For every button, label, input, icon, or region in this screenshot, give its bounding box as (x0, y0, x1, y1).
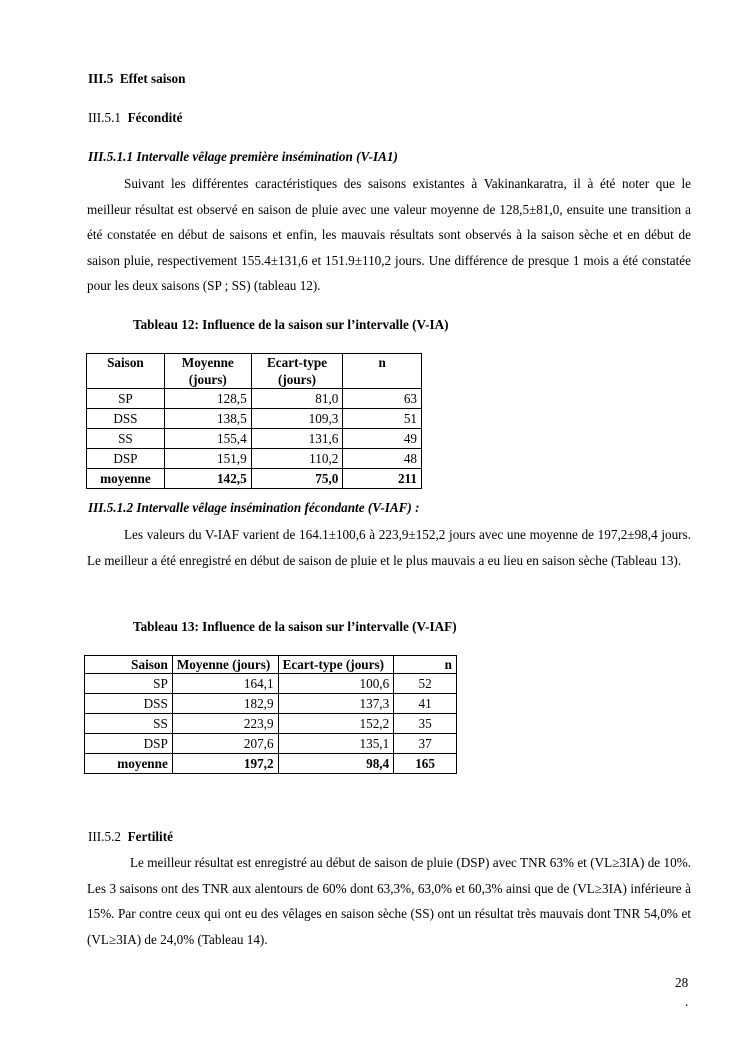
table-cell: 131,6 (251, 429, 343, 449)
table-row (87, 449, 422, 469)
table13-header-cell: Moyenne (jours) (172, 656, 278, 674)
table-cell: SP (87, 389, 165, 409)
table-cell: 52 (394, 674, 457, 694)
table-cell: 35 (394, 714, 457, 734)
table-cell: 155,4 (164, 429, 251, 449)
table-cell: 182,9 (172, 694, 278, 714)
table-cell: 138,5 (164, 409, 251, 429)
table13-header-cell: Ecart-type (jours) (278, 656, 394, 674)
table-cell: 164,1 (172, 674, 278, 694)
table-row (87, 389, 422, 409)
table-cell: 223,9 (172, 714, 278, 734)
subsubsection-heading-via1: III.5.1.1 Intervalle vêlage première insémination (V-IA1) (88, 149, 398, 164)
table-cell: 41 (394, 694, 457, 714)
table12-header-cell: Moyenne (jours) (164, 354, 251, 389)
table-cell: DSS (85, 694, 173, 714)
table-cell: 197,2 (172, 754, 278, 774)
table-cell: 152,2 (278, 714, 394, 734)
table-cell: 142,5 (164, 469, 251, 489)
table-cell: 51 (343, 409, 422, 429)
table-cell: 98,4 (278, 754, 394, 774)
table-cell: 135,1 (278, 734, 394, 754)
table-cell: 165 (394, 754, 457, 774)
table-cell: 128,5 (164, 389, 251, 409)
footer-dot: . (685, 994, 689, 1009)
subsection-heading-fertilite: III.5.2 Fertilité (88, 829, 173, 844)
table-row (87, 429, 422, 449)
table-cell: moyenne (85, 754, 173, 774)
table-cell: 37 (394, 734, 457, 754)
table-cell: SP (85, 674, 173, 694)
table13-header-row (85, 656, 457, 674)
table-cell: SS (87, 429, 165, 449)
table-cell: moyenne (87, 469, 165, 489)
table-cell: DSP (87, 449, 165, 469)
table12-header-cell: Ecart-type (jours) (251, 354, 343, 389)
table-cell: 63 (343, 389, 422, 409)
table-cell: 151,9 (164, 449, 251, 469)
table-cell: DSP (85, 734, 173, 754)
table-cell: DSS (87, 409, 165, 429)
table12 (86, 353, 422, 489)
table12-total-row (87, 469, 422, 489)
paragraph-viaf: Les valeurs du V-IAF varient de 164.1±100,6 à 223,9±152,2 jours avec une moyenne de 197,2±98,4 jours. Le meilleur a été enregistré en début de saison de pluie et le plus mauvais a eu lieu en saison sèche (Tableau 13). (87, 527, 691, 568)
table-cell: 81,0 (251, 389, 343, 409)
table13-header-cell: n (394, 656, 457, 674)
table13 (84, 655, 457, 774)
table-row (85, 734, 457, 754)
table13-header-cell: Saison (85, 656, 173, 674)
table-cell: 110,2 (251, 449, 343, 469)
paragraph-via1: Suivant les différentes caractéristiques des saisons existantes à Vakinankaratra, il à été noter que le meilleur résultat est observé en saison de pluie avec une valeur moyenne de 128,5±81,0, ensuite une transition a été constatée en début de saisons et enfin, les mauvais résultats sont observés à la saison sèche et en début de saison pluie, respectivement 155.4±131,6 et 151.9±110,2 jours. Une différence de presque 1 mois a été constatée pour les deux saisons (SP ; SS) (tableau 12). (87, 176, 691, 294)
table-cell: 75,0 (251, 469, 343, 489)
table12-header-cell: Saison (87, 354, 165, 389)
table-row (87, 409, 422, 429)
table-cell: 137,3 (278, 694, 394, 714)
paragraph-fertilite: Le meilleur résultat est enregistré au début de saison de pluie (DSP) avec TNR 63% et (VL≥3IA) de 10%. Les 3 saisons ont des TNR aux alentours de 60% dont 63,3%, 63,0% et 60,3% ainsi que de (VL≥3IA) inférieure à 15%. Par contre ceux qui ont eu des vêlages en saison sèche (SS) ont un résultat très mauvais dont TNR 54,0% et (VL≥3IA) de 24,0% (Tableau 14). (87, 855, 691, 947)
table-cell: 211 (343, 469, 422, 489)
table-cell: 49 (343, 429, 422, 449)
table12-header-row (87, 354, 422, 389)
subsection-heading-fecondite: III.5.1 Fécondité (88, 110, 183, 125)
table13-caption: Tableau 13: Influence de la saison sur l’intervalle (V-IAF) (133, 619, 457, 634)
subsubsection-heading-viaf: III.5.1.2 Intervalle vêlage insémination fécondante (V-IAF) : (88, 500, 420, 515)
table-row (85, 674, 457, 694)
page-number: 28 (675, 975, 689, 990)
table13-total-row (85, 754, 457, 774)
table-cell: 109,3 (251, 409, 343, 429)
table-cell: SS (85, 714, 173, 734)
table12-caption: Tableau 12: Influence de la saison sur l’intervalle (V-IA) (133, 317, 449, 332)
table12-header-cell: n (343, 354, 422, 389)
section-heading: III.5 Effet saison (88, 71, 186, 86)
table-cell: 207,6 (172, 734, 278, 754)
table-row (85, 694, 457, 714)
table-row (85, 714, 457, 734)
table-cell: 48 (343, 449, 422, 469)
table-cell: 100,6 (278, 674, 394, 694)
